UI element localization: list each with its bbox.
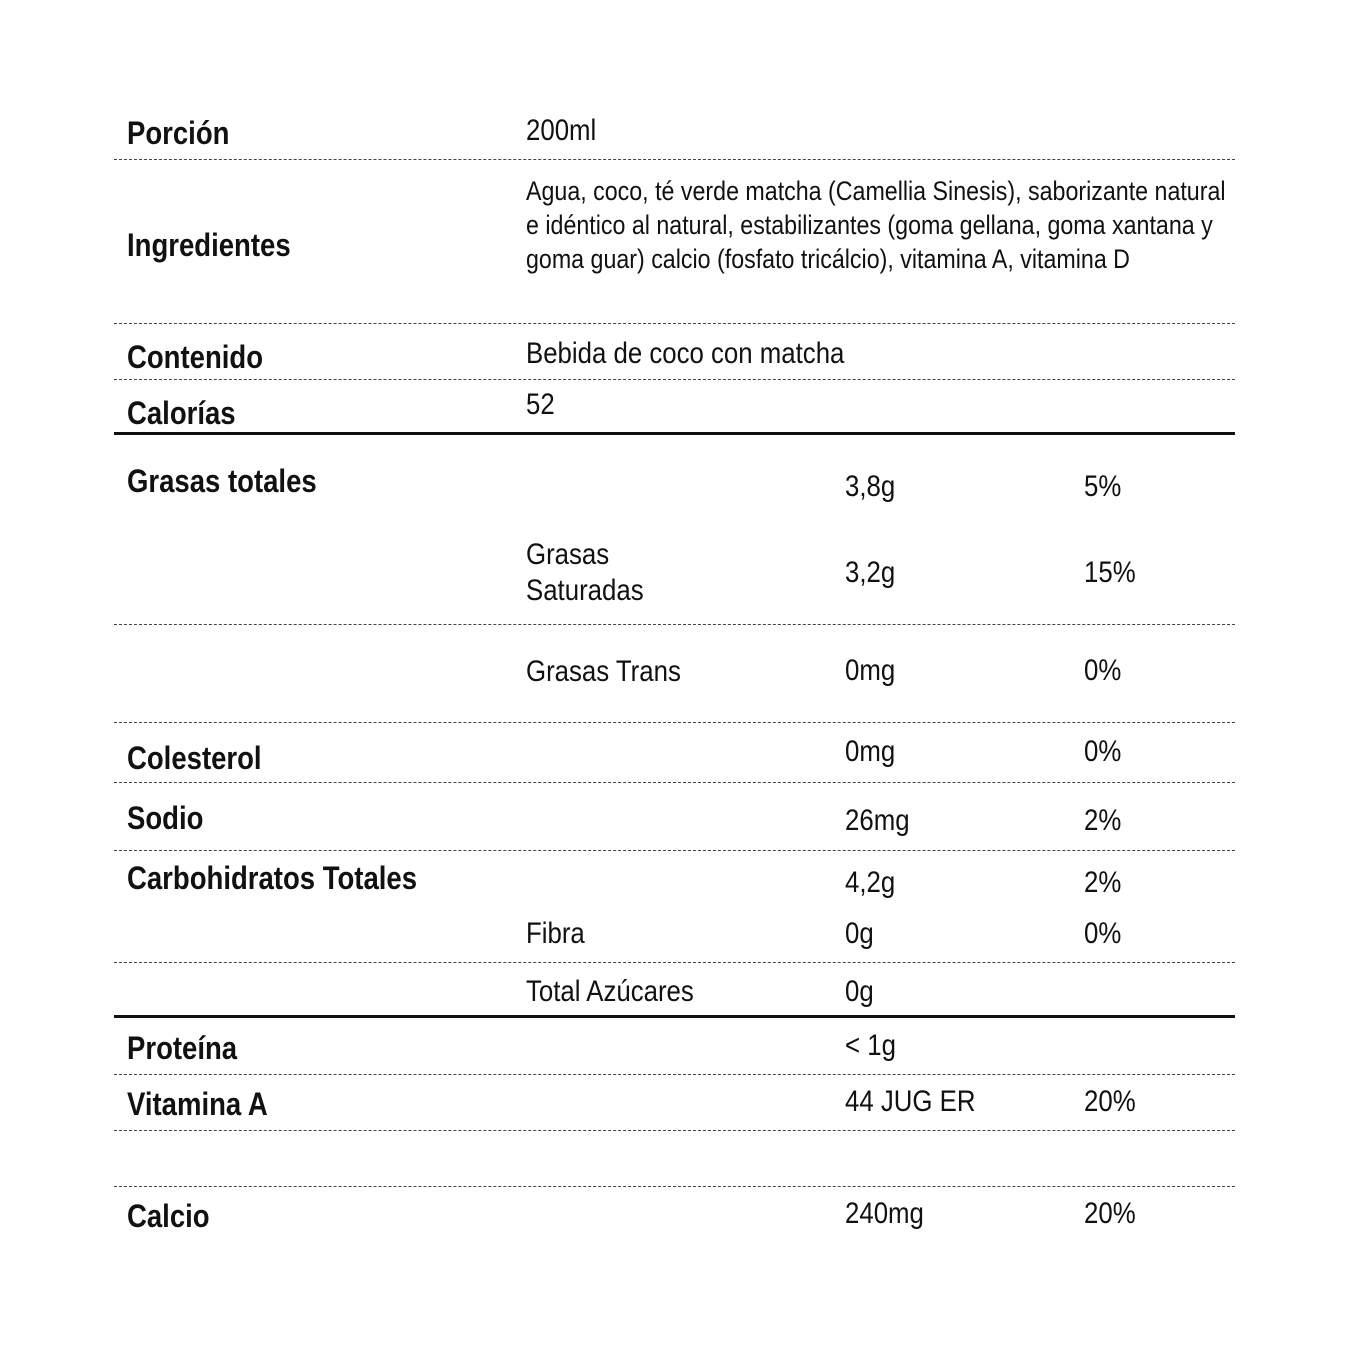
calcium-amount: 240mg <box>845 1197 924 1230</box>
ingredients-label: Ingredientes <box>127 227 291 263</box>
cholesterol-amount: 0mg <box>845 735 896 768</box>
cholesterol-dv: 0% <box>1084 735 1122 768</box>
calcium-label: Calcio <box>127 1198 210 1234</box>
divider <box>114 323 1235 324</box>
saturated-fat-amount: 3,2g <box>845 556 896 589</box>
saturated-fat-label: Grasas Saturadas <box>526 538 644 607</box>
section-rule <box>114 432 1235 435</box>
divider <box>114 850 1235 851</box>
divider <box>114 782 1235 783</box>
sodium-dv: 2% <box>1084 804 1122 837</box>
divider <box>114 159 1235 160</box>
divider <box>114 722 1235 723</box>
saturated-fat-dv: 15% <box>1084 556 1136 589</box>
contents-value: Bebida de coco con matcha <box>526 337 845 370</box>
total-carbs-label: Carbohidratos Totales <box>127 860 418 896</box>
total-carbs-amount: 4,2g <box>845 866 896 899</box>
total-sugars-label: Total Azúcares <box>526 975 694 1008</box>
section-rule <box>114 1015 1235 1018</box>
trans-fat-amount: 0mg <box>845 654 896 687</box>
trans-fat-label: Grasas Trans <box>526 655 681 688</box>
divider <box>114 624 1235 625</box>
trans-fat-dv: 0% <box>1084 654 1122 687</box>
vitamin-a-label: Vitamina A <box>127 1086 268 1122</box>
serving-label: Porción <box>127 115 230 151</box>
divider <box>114 1074 1235 1075</box>
total-fat-label: Grasas totales <box>127 463 317 499</box>
divider <box>114 1130 1235 1131</box>
divider <box>114 379 1235 380</box>
protein-label: Proteína <box>127 1030 238 1066</box>
contents-label: Contenido <box>127 339 264 375</box>
protein-amount: < 1g <box>845 1029 896 1062</box>
divider <box>114 962 1235 963</box>
total-fat-dv: 5% <box>1084 470 1122 503</box>
total-fat-amount: 3,8g <box>845 470 896 503</box>
calories-value: 52 <box>526 388 555 421</box>
fiber-label: Fibra <box>526 917 585 950</box>
divider <box>114 1186 1235 1187</box>
vitamin-a-amount: 44 JUG ER <box>845 1085 976 1118</box>
sodium-amount: 26mg <box>845 804 910 837</box>
cholesterol-label: Colesterol <box>127 740 262 776</box>
calcium-dv: 20% <box>1084 1197 1136 1230</box>
total-carbs-dv: 2% <box>1084 866 1122 899</box>
ingredients-value: Agua, coco, té verde matcha (Camellia Sinesis), saborizante natural e idéntico al natural, estabilizantes (goma gellana, goma xantana y goma guar) calcio (fosfato tricálcio), vitamina A, vitamina D <box>526 176 1226 274</box>
serving-value: 200ml <box>526 114 597 147</box>
vitamin-a-dv: 20% <box>1084 1085 1136 1118</box>
calories-label: Calorías <box>127 395 236 431</box>
fiber-dv: 0% <box>1084 917 1122 950</box>
total-sugars-amount: 0g <box>845 975 874 1008</box>
sodium-label: Sodio <box>127 800 204 836</box>
fiber-amount: 0g <box>845 917 874 950</box>
